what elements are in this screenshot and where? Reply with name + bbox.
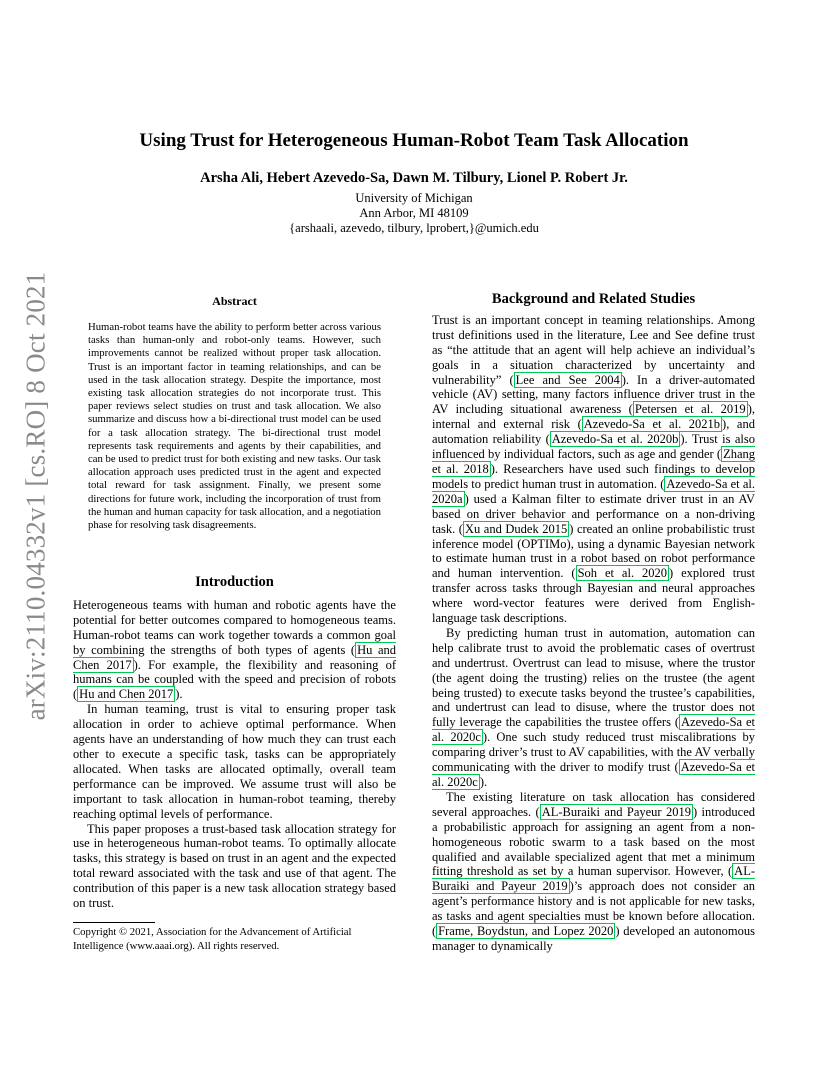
abstract-heading: Abstract [212,294,257,308]
affiliation-city: Ann Arbor, MI 48109 [359,206,469,220]
background-paragraph-3: The existing literature on task allocation has considered several approaches. ( AL-Buraiki and Payeur 2019 ) introduced a probabilistic approach for assigning an agent from a non-homogeneous robotic swarm to a task based on the most qualified and available specialized agent that met a minimum fitting threshold as set by a human supervisor. However, ( AL-Buraiki and Payeur 2019 )’s approach does not consider an agent’s performance history and is not applicable for new tasks, as tasks and agent specialties must be known before allocation. ( Frame, Boydstun, and Lopez 2020 ) developed an autonomous manager to dynamically [432,789,756,953]
citation-link[interactable]: Azevedo-Sa et al. 2021b [583,417,721,432]
introduction-paragraph-1: Heterogeneous teams with human and robotic agents have the potential for better outcomes compared to homogeneous teams. Human-robot teams can work together towards a common goal by combining the strengths of both types of agents ( Hu and Chen 2017 ). For example, the flexibility and reasoning of humans can be coupled with the speed and precision of robots ( Hu and Chen 2017 ). [73,597,396,702]
arxiv-identifier-text: arXiv:2110.04332v1 [cs.RO] 8 Oct 2021 [20,271,51,721]
citation-link[interactable]: Xu and Dudek 2015 [464,521,568,536]
background-section [432,292,755,954]
background-paragraph-1: Trust is an important concept in teaming relationships. Among trust definitions used in the literature, Lee and See define trust as “the attitude that an agent will help achieve an individual’s goals in a situation characterized by uncertainty and vulnerability” ( Lee and See 2004 ). In a driver-automated vehicle (AV) setting, many factors influence driver trust in the AV including situational awareness ( Petersen et al. 2019 ), internal and external risk ( Azevedo-Sa et al. 2021b ), and automation reliability ( Azevedo-Sa et al. 2020b ). Trust is also influenced by individual factors, such as age and gender ( Zhang et al. 2018 ). Researchers have used such findings to develop models to predict human trust in automation. ( Azevedo-Sa et al. 2020a ) used a Kalman filter to estimate driver trust in an AV based on driver behavior and performance on a non-driving task. ( Xu and Dudek 2015 ) created an online probabilistic trust inference model (OPTIMo), using a dynamic Bayesian network to estimate human trust in a robot based on robot performance and human intervention. ( Soh et al. 2020 ) explored trust transfer across tasks through Bayesian and neural approaches where word-vector features were derived from English-language task descriptions. [432,312,756,626]
introduction-paragraph-3: This paper proposes a trust-based task allocation strategy for use in heterogeneous human-robot teams. To optimally allocate tasks, this strategy is based on trust in an agent and the expected total reward associated with the task and use of that agent. The contribution of this paper is a new task allocation strategy based on trust. [73,821,396,911]
citation-link[interactable]: Azevedo-Sa et al. 2020b [551,432,679,447]
background-paragraph-2: By predicting human trust in automation, automation can help calibrate trust to avoid the problematic cases of overtrust and undertrust. Overtrust can lead to misuse, where the trustor (the agent doing the trusting) relies on the trustee (the agent being trusted) to execute tasks beyond the trustee’s capabilities, and undertrust can lead to disuse, where the trustor does not fully leverage the capabilities the trustee offers ( Azevedo-Sa et al. 2020c ). One such study reduced trust miscalibrations by comparing driver’s trust to AV capabilities, with the AV verbally communicating with the driver to modify trust ( Azevedo-Sa et al. 2020c ). [432,625,755,789]
affiliation-institution: University of Michigan [355,191,473,205]
citation-link[interactable]: Hu and Chen 2017 [79,687,174,702]
citation-link[interactable]: Frame, Boydstun, and Lopez 2020 [438,924,614,939]
paper-title: Using Trust for Heterogeneous Human-Robot Team Task Allocation [139,130,689,151]
author-list: Arsha Ali, Hebert Azevedo-Sa, Dawn M. Tilbury, Lionel P. Robert Jr. [200,170,628,186]
citation-link[interactable]: Soh et al. 2020 [577,566,668,581]
citation-link[interactable]: Zhang et al. 2018 [432,447,755,476]
citation-link[interactable]: Azevedo-Sa et al. 2020c [432,715,755,745]
introduction-section [73,575,396,911]
footnote-rule [73,922,155,923]
citation-link[interactable]: Azevedo-Sa et al. 2020a [432,476,755,506]
citation-link[interactable]: Lee and See 2004 [515,372,620,387]
citation-link[interactable]: Petersen et al. 2019 [634,402,746,417]
copyright-footnote: Copyright © 2021, Association for the Advancement of Artificial Intelligence (www.aaai.org). All rights reserved. [73,926,352,952]
citation-link[interactable]: AL-Buraiki and Payeur 2019 [432,864,755,894]
affiliation-emails: {arshaali, azevedo, tilbury, lprobert,}@umich.edu [289,221,539,235]
background-heading: Background and Related Studies [491,291,696,307]
citation-link[interactable]: Azevedo-Sa et al. 2020c [432,760,755,789]
citation-link[interactable]: AL-Buraiki and Payeur 2019 [541,804,691,819]
introduction-heading: Introduction [195,574,274,590]
arxiv-identifier-stamp [18,271,54,721]
citation-link[interactable]: Hu and Chen 2017 [73,642,396,672]
introduction-paragraph-2: In human teaming, trust is vital to ensuring proper task allocation in order to achieve optimal performance. When agents have an understanding of how much they can trust each other to execute a specific task, tasks can be appropriately allocated. When tasks are allocated optimally, overall team performance can be improved. We assume trust will also be important to task allocation in human-robot teaming, thereby reaching optimal levels of performance. [73,702,396,821]
affiliation-block [0,191,828,236]
abstract-text: Human-robot teams have the ability to perform better across various tasks than human-only and robot-only teams. However, such improvements cannot be realized without proper task allocation. Trust is an important factor in teaming relationships, and can be used in the task allocation strategy. Despite the importance, most existing task allocation strategies do not incorporate trust. This paper reviews select studies on trust and task allocation. We also summarize and discuss how a bi-directional trust model can be used for a task allocation strategy. The bi-directional trust model represents task requirements and agents by their capabilities, and can be used to predict trust for both existing and new tasks. Our task allocation approach uses predicted trust in the agent and expected total reward for task assignment. Finally, we present some directions for future work, including the incorporation of trust from the human and human capacity for task allocation, and a negotiation phase for resolving task disagreements. [88,321,381,532]
